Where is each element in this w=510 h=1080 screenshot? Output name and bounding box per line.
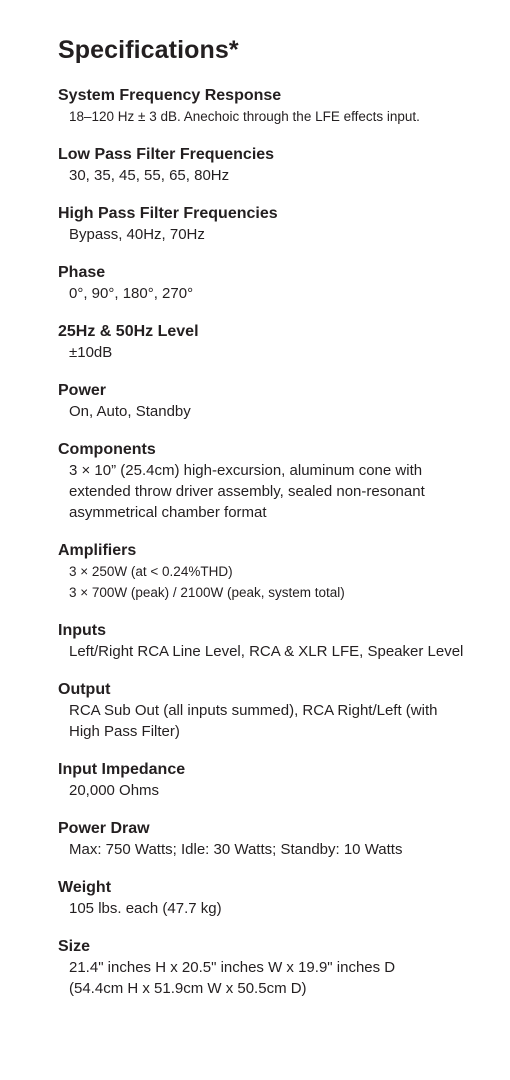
spec-value-line: 21.4" inches H x 20.5" inches W x 19.9" inches D [69,959,396,976]
spec-value [58,700,508,742]
spec-label: Size [58,938,91,955]
spec-label: Low Pass Filter Frequencies [58,146,275,163]
spec-value [58,898,508,919]
spec-value-line: 105 lbs. each (47.7 kg) [69,900,222,917]
spec-value [58,224,508,245]
spec-label: Components [58,441,156,458]
spec-value [58,165,508,186]
spec-value-line: High Pass Filter) [69,723,180,740]
specifications-page [58,34,508,1017]
page-title: Specifications* [58,36,239,64]
spec-value-line: ±10dB [69,344,113,361]
spec-value-line: 30, 35, 45, 55, 65, 80Hz [69,167,230,184]
spec-item [58,204,508,245]
spec-value-line: (54.4cm H x 51.9cm W x 50.5cm D) [69,980,307,997]
spec-label: Phase [58,264,106,281]
spec-value [58,342,508,363]
spec-label: Output [58,681,111,698]
spec-value [58,106,508,127]
spec-value-line: Left/Right RCA Line Level, RCA & XLR LFE, Speaker Level [69,643,464,660]
spec-value [58,780,508,801]
spec-item [58,760,508,801]
spec-value-line: Max: 750 Watts; Idle: 30 Watts; Standby: 10 Watts [69,841,403,858]
spec-value-line: RCA Sub Out (all inputs summed), RCA Right/Left (with [69,702,438,719]
spec-value-line: On, Auto, Standby [69,403,191,420]
spec-value [58,460,508,523]
spec-value-line: 20,000 Ohms [69,782,160,799]
spec-item [58,819,508,860]
spec-value-line: 3 × 700W (peak) / 2100W (peak, system total) [69,585,345,600]
spec-value [58,561,508,603]
spec-label: Power [58,382,107,399]
spec-item [58,145,508,186]
spec-value [58,957,508,999]
spec-label: Weight [58,879,112,896]
spec-value-line: Bypass, 40Hz, 70Hz [69,226,205,243]
spec-item [58,878,508,919]
spec-label: Power Draw [58,820,150,837]
spec-item [58,680,508,742]
spec-list [58,86,508,999]
spec-label: Amplifiers [58,542,137,559]
spec-label: Input Impedance [58,761,186,778]
spec-item [58,937,508,999]
spec-value-line: 3 × 10” (25.4cm) high-excursion, aluminum cone with [69,462,423,479]
spec-item [58,263,508,304]
spec-item [58,381,508,422]
spec-item [58,541,508,603]
spec-value-line: 18–120 Hz ± 3 dB. Anechoic through the LFE effects input. [69,109,420,124]
spec-value [58,839,508,860]
spec-item [58,440,508,523]
spec-item [58,322,508,363]
spec-label: Inputs [58,622,106,639]
spec-value [58,283,508,304]
spec-item [58,621,508,662]
spec-label: 25Hz & 50Hz Level [58,323,199,340]
spec-value-line: 0°, 90°, 180°, 270° [69,285,194,302]
spec-value-line: 3 × 250W (at < 0.24%THD) [69,564,233,579]
spec-value [58,641,508,662]
spec-value-line: extended throw driver assembly, sealed non-resonant [69,483,425,500]
spec-value [58,401,508,422]
spec-label: High Pass Filter Frequencies [58,205,278,222]
spec-label: System Frequency Response [58,87,282,104]
spec-item [58,86,508,127]
spec-value-line: asymmetrical chamber format [69,504,267,521]
